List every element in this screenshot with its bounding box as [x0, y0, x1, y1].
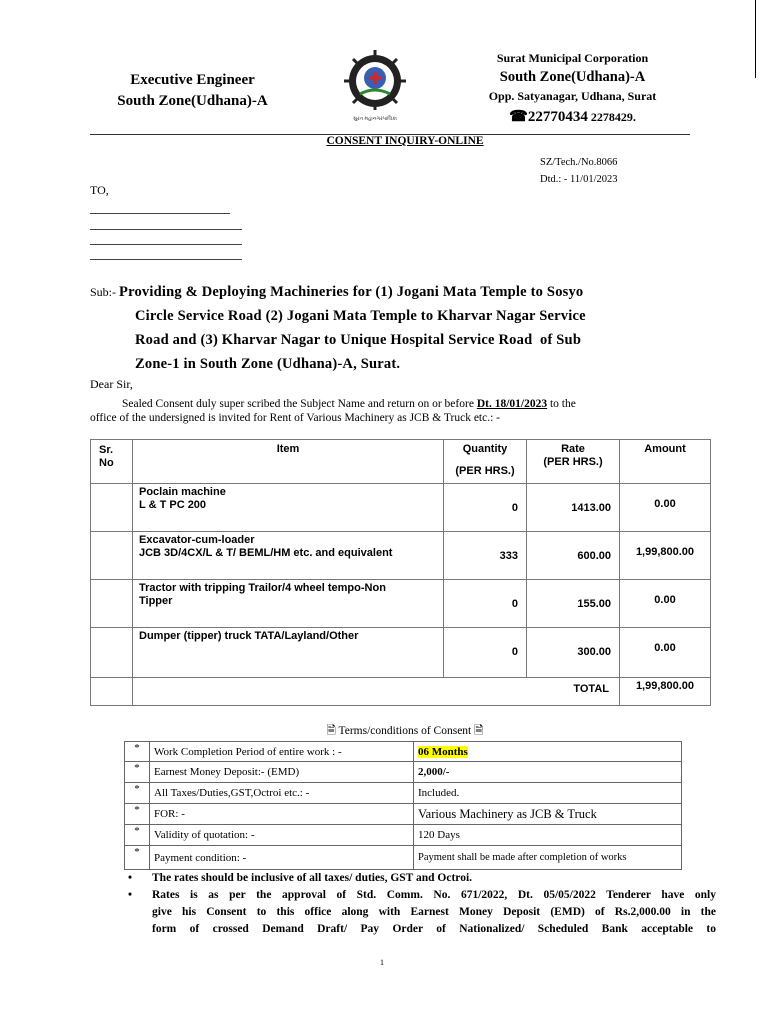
deadline-date: Dt. 18/01/2023: [476, 398, 548, 410]
rate-cell: 300.00: [527, 628, 620, 678]
amount-cell: 0.00: [620, 580, 711, 628]
sr-cell: [91, 628, 133, 678]
header-amount: Amount: [620, 440, 711, 484]
body-text: Sealed Consent duly super scribed the Subject Name and return on or before: [122, 398, 477, 410]
terms-row: [125, 804, 682, 825]
table-row: [91, 628, 711, 678]
note-text: give his Consent to this office along with Earnest Money Deposit (EMD) of Rs.2,000.00 in the: [152, 906, 716, 918]
office-title: Executive Engineer: [130, 72, 255, 88]
terms-heading: [90, 723, 720, 742]
greeting: Dear Sir,: [90, 377, 133, 391]
phone: [465, 104, 680, 130]
header-quantity-unit: (PER HRS.): [455, 465, 515, 477]
rate-cell: 155.00: [527, 580, 620, 628]
subject-line: Zone-1 in South Zone (Udhana)-A, Surat.: [135, 356, 401, 372]
smc-emblem-icon: [336, 48, 414, 126]
terms-row: [125, 783, 682, 804]
table-row: [91, 532, 711, 580]
zone-name: South Zone(Udhana)-A: [499, 69, 646, 85]
body-text: office of the undersigned is invited for Rent of Various Machinery as JCB & Truck etc.: -: [90, 412, 500, 424]
terms-value: 120 Days: [414, 825, 682, 846]
note-item: [124, 870, 716, 887]
reference-block: [540, 154, 617, 188]
sr-cell: [91, 484, 133, 532]
subject-line: Road and (3) Kharvar Nagar to Unique Hospital Service Road of Sub: [135, 332, 582, 348]
address-line: [90, 259, 242, 260]
terms-value: Payment shall be made after completion of works: [414, 846, 682, 870]
subject-line: Circle Service Road (2) Jogani Mata Temple to Kharvar Nagar Service: [135, 308, 586, 324]
terms-label: Payment condition: -: [150, 846, 414, 870]
reference-number: SZ/Tech./No.8066: [540, 157, 618, 168]
terms-bullet: *: [125, 762, 150, 783]
terms-bullet: *: [125, 742, 150, 762]
emblem-caption: સુરત મહાનગરપાલિકા: [353, 116, 397, 122]
header-sr: Sr. No: [91, 440, 133, 484]
terms-row: [125, 742, 682, 762]
quantity-cell: 0: [444, 484, 527, 532]
address-line: [90, 229, 242, 230]
quantity-cell: 0: [444, 628, 527, 678]
rate-cell: 1413.00: [527, 484, 620, 532]
note-text: The rates should be inclusive of all taxes/ duties, GST and Octroi.: [152, 872, 473, 884]
note-text: Rates is as per the approval of Std. Comm. No. 671/2022, Dt. 05/05/2022 Tenderer have only: [152, 889, 716, 901]
terms-label: Validity of quotation: -: [150, 825, 414, 846]
page-edge-mark: [755, 0, 756, 78]
terms-bullet: *: [125, 783, 150, 804]
amount-cell: 0.00: [620, 484, 711, 532]
bullet-icon: •: [128, 889, 133, 901]
terms-label: FOR: -: [150, 804, 414, 825]
total-row: [91, 678, 711, 706]
org-name: Surat Municipal Corporation: [496, 51, 649, 65]
document-icon: 🗎: [474, 725, 484, 737]
table-header-row: [91, 440, 711, 484]
document-icon: 🗎: [326, 725, 336, 737]
body-text: to the: [547, 398, 576, 410]
to-label: TO,: [90, 183, 109, 197]
body-paragraph: [90, 397, 716, 425]
terms-value: 2,000/-: [414, 762, 682, 783]
item-cell: Dumper (tipper) truck TATA/Layland/Other: [133, 628, 444, 678]
items-table: [90, 439, 711, 706]
terms-value: [414, 742, 682, 762]
terms-label: All Taxes/Duties,GST,Octroi etc.: -: [150, 783, 414, 804]
left-header: [90, 70, 295, 112]
terms-label: Work Completion Period of entire work : -: [150, 742, 414, 762]
subject-prefix: Sub:-: [90, 285, 120, 299]
quantity-cell: 0: [444, 580, 527, 628]
item-cell: Tractor with tripping Trailor/4 wheel tempo-Non Tipper: [133, 580, 444, 628]
item-cell: Excavator-cum-loader JCB 3D/4CX/L & T/ BEML/HM etc. and equivalent: [133, 532, 444, 580]
item-cell: Poclain machine L & T PC 200: [133, 484, 444, 532]
address: Opp. Satyanagar, Udhana, Surat: [488, 89, 657, 103]
terms-bullet: *: [125, 825, 150, 846]
total-label: TOTAL: [133, 678, 620, 706]
sr-cell: [91, 532, 133, 580]
header-quantity-label: Quantity: [462, 443, 508, 455]
phone-alt: 2278429.: [587, 110, 636, 124]
terms-row: [125, 825, 682, 846]
subject-block: [90, 280, 710, 376]
phone-main: ☎22770434: [509, 109, 588, 125]
terms-bullet: *: [125, 846, 150, 870]
right-header: [465, 50, 680, 130]
header-rate: Rate (PER HRS.): [527, 440, 620, 484]
note-text: form of crossed Demand Draft/ Pay Order of Nationalized/ Scheduled Bank acceptable to: [152, 923, 716, 935]
office-zone: South Zone(Udhana)-A: [117, 93, 268, 109]
sr-cell: [91, 678, 133, 706]
terms-heading-text: Terms/conditions of Consent: [338, 725, 472, 737]
amount-cell: 0.00: [620, 628, 711, 678]
terms-row: [125, 762, 682, 783]
quantity-cell: 333: [444, 532, 527, 580]
terms-bullet: *: [125, 804, 150, 825]
address-line: [90, 244, 242, 245]
terms-value: Included.: [414, 783, 682, 804]
terms-value-highlight: 06 Months: [418, 745, 468, 758]
notes-list: [124, 870, 716, 938]
sr-cell: [91, 580, 133, 628]
terms-label: Earnest Money Deposit:- (EMD): [150, 762, 414, 783]
table-row: [91, 484, 711, 532]
note-item: [124, 887, 716, 904]
address-line: [90, 213, 230, 214]
reference-date: Dtd.: - 11/01/2023: [540, 174, 618, 185]
header-quantity: [444, 440, 527, 484]
terms-row: [125, 846, 682, 870]
table-row: [91, 580, 711, 628]
terms-value: Various Machinery as JCB & Truck: [414, 804, 682, 825]
total-value: 1,99,800.00: [620, 678, 711, 706]
amount-cell: 1,99,800.00: [620, 532, 711, 580]
bullet-icon: •: [128, 872, 133, 884]
rate-cell: 600.00: [527, 532, 620, 580]
terms-table: [124, 741, 682, 870]
header-item: Item: [133, 440, 444, 484]
subject-line: Providing & Deploying Machineries for (1) Jogani Mata Temple to Sosyo: [119, 284, 584, 300]
page-number: 1: [380, 958, 384, 967]
page-title: CONSENT INQUIRY-ONLINE: [326, 135, 484, 147]
